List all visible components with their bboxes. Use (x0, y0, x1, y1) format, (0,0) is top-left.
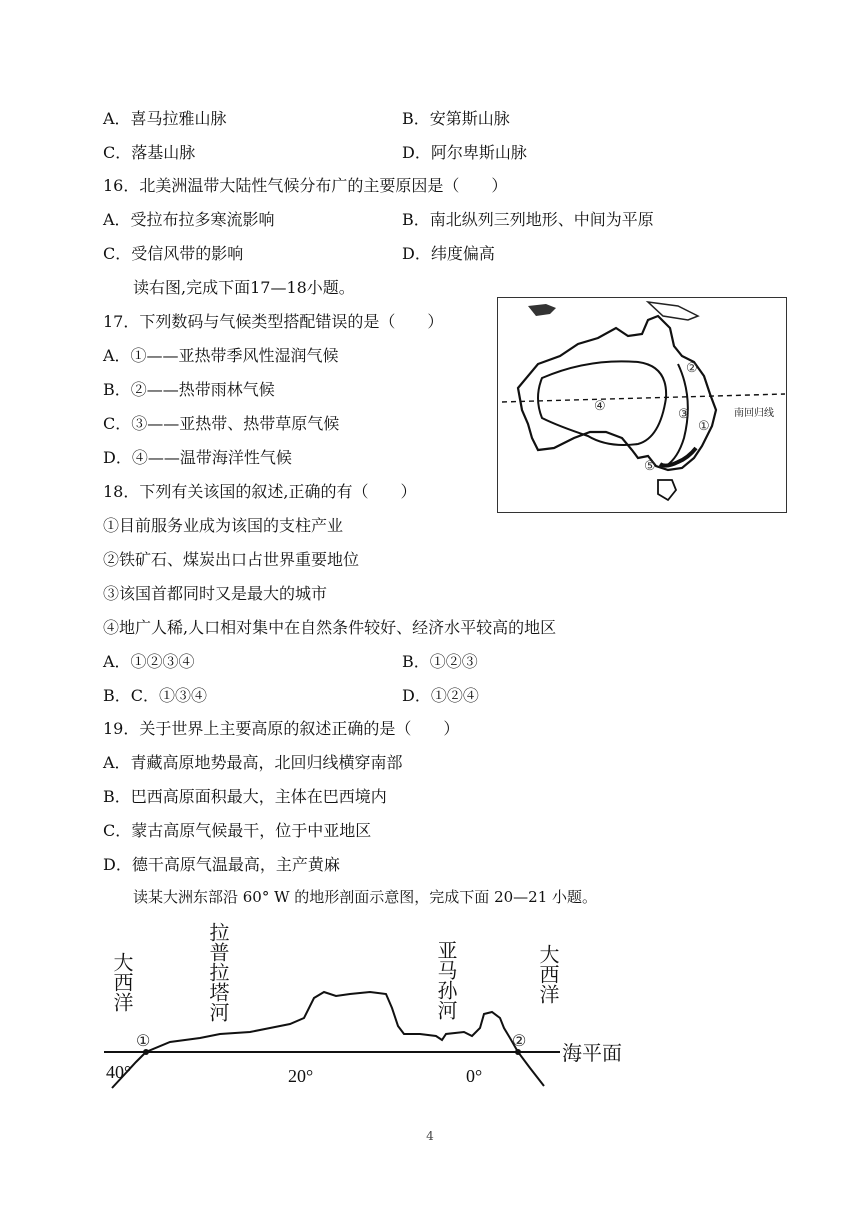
q17-option-b: B．②——热带雨林气候 (103, 380, 275, 399)
q17-stem: 17．下列数码与气候类型搭配错误的是（ ） (103, 312, 444, 331)
marker-profile-1: ① (136, 1031, 151, 1050)
q18-statement-4: ④地广人稀,人口相对集中在自然条件较好、经济水平较高的地区 (103, 618, 557, 637)
q18-stem: 18．下列有关该国的叙述,正确的有（ ） (103, 482, 417, 501)
marker-1: ① (698, 419, 710, 434)
marker-3: ③ (678, 407, 690, 422)
australia-map-svg (498, 298, 785, 511)
q18-statement-3: ③该国首都同时又是最大的城市 (103, 584, 328, 603)
intro-17-18: 读右图,完成下面17—18小题。 (133, 278, 355, 297)
q19-stem: 19．关于世界上主要高原的叙述正确的是（ ） (103, 719, 460, 738)
q19-option-b: B．巴西高原面积最大，主体在巴西境内 (103, 787, 387, 806)
q15-option-b: B．安第斯山脉 (402, 109, 510, 128)
q17-option-c: C．③——亚热带、热带草原气候 (103, 414, 340, 433)
tick-0: 0° (466, 1066, 483, 1086)
q18-statement-2: ②铁矿石、煤炭出口占世界重要地位 (103, 550, 360, 569)
label-plata-river: 拉普拉塔河 (206, 922, 230, 1022)
marker-profile-2: ② (512, 1031, 527, 1050)
q15-option-d: D．阿尔卑斯山脉 (402, 143, 527, 162)
q16-stem: 16．北美洲温带大陆性气候分布广的主要原因是（ ） (103, 176, 508, 195)
island-shape (528, 304, 556, 316)
marker-5: ⑤ (644, 459, 656, 474)
q16-option-c: C．受信风带的影响 (103, 244, 244, 263)
q19-option-d: D．德干高原气温最高，主产黄麻 (103, 855, 340, 874)
label-amazon-river: 亚马孙河 (434, 940, 458, 1020)
sea-level-label: 海平面 (562, 1041, 622, 1065)
q17-option-d: D．④——温带海洋性气候 (103, 448, 292, 467)
q16-option-d: D．纬度偏高 (402, 244, 495, 263)
q16-option-a: A．受拉布拉多寒流影响 (103, 210, 275, 229)
page-number: 4 (426, 1129, 434, 1143)
label-atlantic-right: 大西洋 (536, 944, 560, 1004)
australia-climate-map (497, 297, 787, 513)
q16-option-b: B．南北纵列三列地形、中间为平原 (402, 210, 654, 229)
tropic-label: 南回归线 (734, 408, 774, 419)
q18-option-a: A．①②③④ (103, 652, 195, 671)
tropic-line (502, 394, 785, 402)
q15-option-a: A．喜马拉雅山脉 (103, 109, 227, 128)
tick-40: 40° (106, 1062, 132, 1082)
q18-option-d: D．①②④ (402, 686, 479, 705)
q19-option-c: C．蒙古高原气候最干，位于中亚地区 (103, 821, 372, 840)
tick-20: 20° (288, 1066, 314, 1086)
q18-option-c: B．C．①③④ (103, 686, 208, 705)
intro-20-21: 读某大洲东部沿 60° W 的地形剖面示意图，完成下面 20—21 小题。 (133, 888, 598, 906)
q19-option-a: A．青藏高原地势最高，北回归线横穿南部 (103, 753, 403, 772)
q18-statement-1: ①目前服务业成为该国的支柱产业 (103, 516, 344, 535)
marker-4: ④ (594, 399, 606, 414)
label-atlantic-left: 大西洋 (110, 952, 134, 1012)
q17-option-a: A．①——亚热带季风性湿润气候 (103, 346, 339, 365)
marker-2: ② (686, 361, 698, 376)
tasmania-outline (658, 480, 676, 500)
q18-option-b: B．①②③ (402, 652, 478, 671)
terrain-profile-diagram (100, 918, 660, 1096)
q15-option-c: C．落基山脉 (103, 143, 196, 162)
